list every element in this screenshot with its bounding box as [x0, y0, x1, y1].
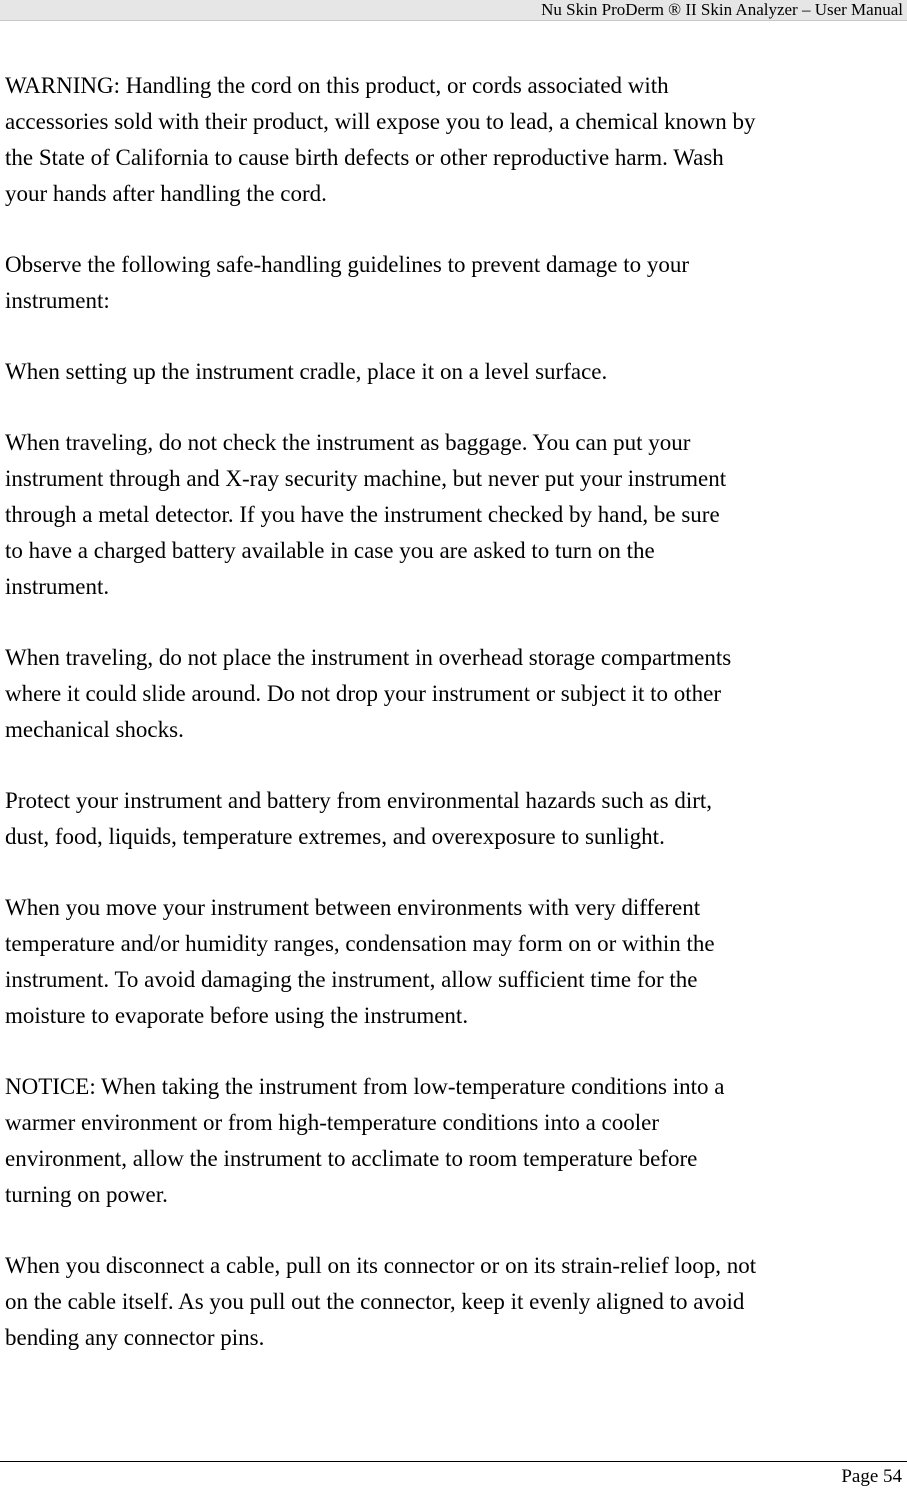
condensation-paragraph: When you move your instrument between environments with very different temperature and/or humidity ranges, condensation may form on or within the instrument. To avoid damaging the instrument, allow sufficient time for the moisture to evaporate before using the instrument. — [5, 895, 715, 1028]
notice-paragraph: NOTICE: When taking the instrument from low-temperature conditions into a warmer environment or from high-temperature conditions into a cooler environment, allow the instrument to acclimate to room temperature before turning on power. — [5, 1074, 725, 1207]
page-header — [0, 0, 907, 21]
cradle-setup-paragraph: When setting up the instrument cradle, place it on a level surface. — [5, 359, 608, 384]
warning-paragraph: WARNING: Handling the cord on this product, or cords associated with accessories sold with their product, will expose you to lead, a chemical known by the State of California to cause birth defects or other reproductive harm. Wash your hands after handling the cord. — [5, 73, 756, 206]
page-body — [5, 68, 905, 1391]
manual-title: Nu Skin ProDerm ® II Skin Analyzer – User Manual — [541, 0, 903, 19]
guidelines-intro-paragraph: Observe the following safe-handling guidelines to prevent damage to your instrument: — [5, 252, 690, 313]
environmental-hazards-paragraph: Protect your instrument and battery from environmental hazards such as dirt, dust, food, liquids, temperature extremes, and overexposure to sunlight. — [5, 788, 713, 849]
travel-baggage-paragraph: When traveling, do not check the instrument as baggage. You can put your instrument through and X-ray security machine, but never put your instrument through a metal detector. If you have the instrument checked by hand, be sure to have a charged battery available in case you are asked to turn on the instrument. — [5, 430, 727, 599]
page-footer — [0, 1461, 907, 1493]
travel-storage-paragraph: When traveling, do not place the instrument in overhead storage compartments where it could slide around. Do not drop your instrument or subject it to other mechanical shocks. — [5, 645, 732, 742]
footer-divider — [0, 1461, 907, 1462]
page-number: Page 54 — [841, 1466, 902, 1487]
cable-disconnect-paragraph: When you disconnect a cable, pull on its connector or on its strain-relief loop, not on the cable itself. As you pull out the connector, keep it evenly aligned to avoid bending any connector pins. — [5, 1253, 757, 1350]
